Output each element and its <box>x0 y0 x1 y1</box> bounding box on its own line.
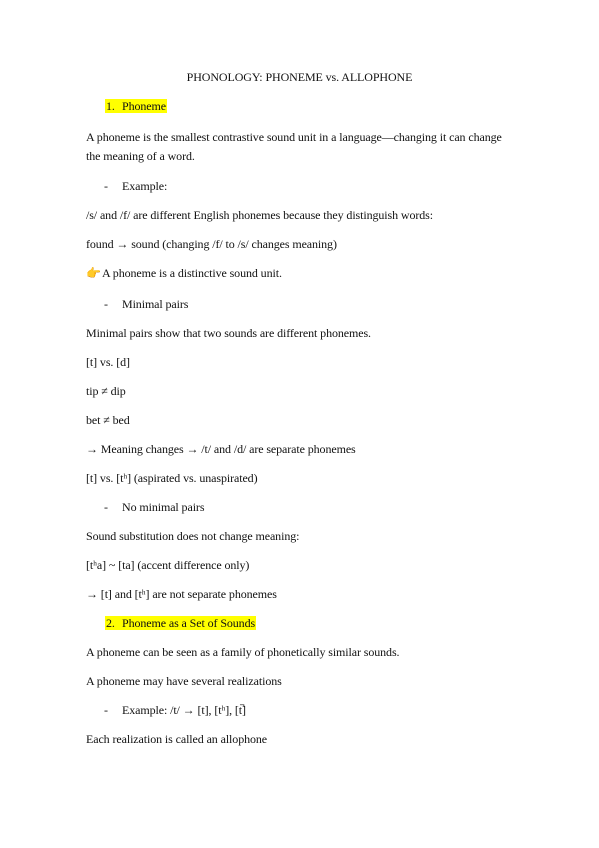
paragraph: → Meaning changes → /t/ and /d/ are separate phonemes <box>86 442 356 456</box>
paragraph: found → sound (changing /f/ to /s/ changes meaning) <box>86 237 337 251</box>
paragraph: → [t] and [tʰ] are not separate phonemes <box>86 587 277 601</box>
bullet-text: Example: <box>122 179 168 193</box>
bullet-dash: - <box>104 297 108 311</box>
heading-number: 1. <box>106 99 115 113</box>
paragraph: tip ≠ dip <box>86 384 126 398</box>
section-heading-set-of-sounds <box>105 616 256 631</box>
paragraph: A phoneme can be seen as a family of phonetically similar sounds. <box>86 645 400 659</box>
paragraph: bet ≠ bed <box>86 413 130 427</box>
paragraph: [tʰa] ~ [ta] (accent difference only) <box>86 558 250 572</box>
heading-text: Phoneme <box>122 99 166 113</box>
bullet-text: Example: /t/ → [t], [tʰ], [t̚] <box>122 703 246 717</box>
paragraph: [t] vs. [tʰ] (aspirated vs. unaspirated) <box>86 471 258 485</box>
paragraph: /s/ and /f/ are different English phonemes because they distinguish words: <box>86 208 433 222</box>
bullet-text: No minimal pairs <box>122 500 205 514</box>
bullet-item-example <box>104 179 167 194</box>
bullet-dash: - <box>104 703 108 717</box>
paragraph: A phoneme may have several realizations <box>86 674 282 688</box>
paragraph: Sound substitution does not change meaning: <box>86 529 300 543</box>
bullet-item-no-minimal-pairs <box>104 500 204 515</box>
pointing-hand-icon: 👉 <box>86 266 101 280</box>
paragraph: Each realization is called an allophone <box>86 732 268 746</box>
bullet-item-example-realizations <box>104 703 246 718</box>
callout-line <box>86 266 282 281</box>
heading-highlight <box>105 616 256 630</box>
heading-text: Phoneme as a Set of Sounds <box>122 616 256 630</box>
paragraph: A phoneme is the smallest contrastive sound unit in a language—changing it can change <box>86 130 502 144</box>
heading-highlight <box>105 99 167 113</box>
callout-text: A phoneme is a distinctive sound unit. <box>102 266 282 280</box>
bullet-text: Minimal pairs <box>122 297 189 311</box>
page-title: PHONOLOGY: PHONEME vs. ALLOPHONE <box>186 70 413 84</box>
heading-number: 2. <box>106 616 115 630</box>
bullet-dash: - <box>104 179 108 193</box>
bullet-dash: - <box>104 500 108 514</box>
bullet-item-minimal-pairs <box>104 297 188 312</box>
paragraph: [t] vs. [d] <box>86 355 130 369</box>
section-heading-phoneme <box>105 99 167 114</box>
paragraph: the meaning of a word. <box>86 149 195 163</box>
paragraph: Minimal pairs show that two sounds are different phonemes. <box>86 326 371 340</box>
